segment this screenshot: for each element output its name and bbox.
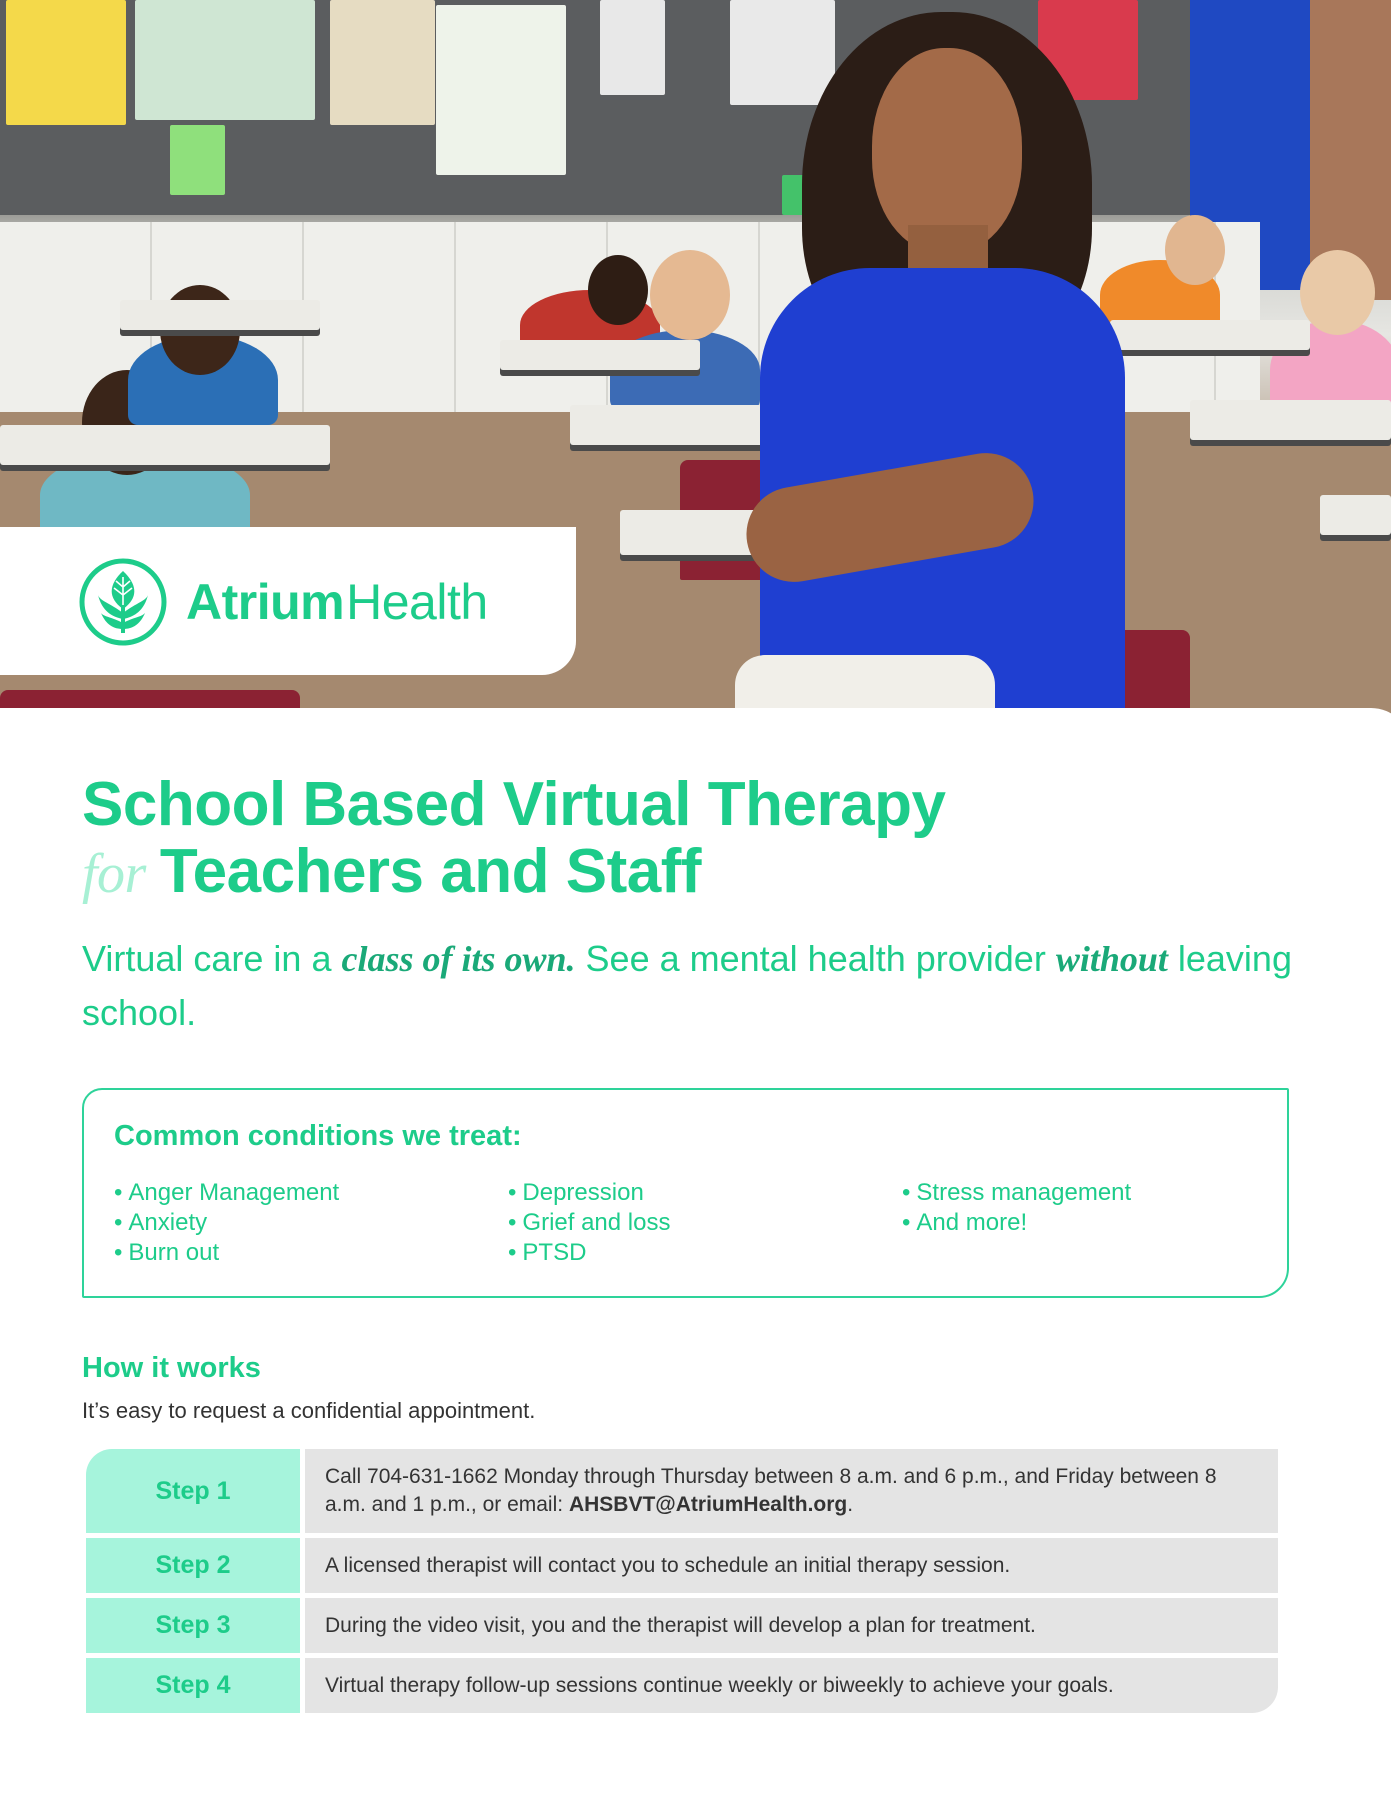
intro-part-2: See a mental health provider (575, 938, 1056, 979)
intro-part-1: Virtual care in a (82, 938, 342, 979)
step-row (86, 1449, 1278, 1533)
hero-bottom-edge (0, 708, 1391, 728)
desk (0, 425, 330, 465)
condition-item: • Stress management (902, 1178, 1131, 1208)
step-label: Step 4 (86, 1658, 300, 1713)
wall-poster (170, 125, 225, 195)
student-head (588, 255, 648, 325)
step-row (86, 1538, 1278, 1593)
conditions-column-3 (902, 1178, 1131, 1238)
student-head (1300, 250, 1375, 335)
condition-item: • Burn out (114, 1238, 339, 1268)
brand-name-light: Health (346, 574, 488, 630)
leaf-icon (78, 557, 168, 647)
step-row (86, 1598, 1278, 1653)
contact-email-link[interactable]: AHSBVT@AtriumHealth.org (568, 1493, 848, 1516)
title-for: for (82, 843, 146, 905)
wall-poster (730, 0, 835, 105)
title-line-2 (82, 838, 1322, 908)
intro-text (82, 932, 1322, 1040)
step-text (305, 1449, 1278, 1533)
teacher-face (872, 48, 1022, 253)
wall-poster (330, 0, 435, 125)
student-head (650, 250, 730, 340)
step-text: Virtual therapy follow-up sessions continue weekly or biweekly to achieve your goals. (305, 1658, 1278, 1713)
condition-item: • Anger Management (114, 1178, 339, 1208)
how-it-works-title: How it works (82, 1352, 261, 1384)
step-label: Step 3 (86, 1598, 300, 1653)
condition-item: • Depression (508, 1178, 670, 1208)
conditions-title: Common conditions we treat: (114, 1120, 522, 1152)
intro-emphasis-2: without (1055, 939, 1168, 979)
desk (500, 340, 700, 370)
step-text: During the video visit, you and the therapist will develop a plan for treatment. (305, 1598, 1278, 1653)
conditions-box (82, 1088, 1289, 1298)
step-row (86, 1658, 1278, 1713)
brand-name-bold: Atrium (186, 574, 345, 630)
how-it-works-subtitle: It’s easy to request a confidential appointment. (82, 1398, 536, 1423)
desk (1190, 400, 1391, 440)
logo-tab (0, 527, 576, 675)
conditions-column-1 (114, 1178, 339, 1268)
page-title (82, 772, 1322, 908)
condition-item: • Anxiety (114, 1208, 339, 1238)
wall-poster (135, 0, 315, 120)
intro-emphasis-1: class of its own. (341, 939, 576, 979)
step-1-text: Call 704-631-1662 Monday through Thursday between 8 a.m. and 6 p.m., and Friday between 8 a.m. and 1 p.m., or email: (325, 1465, 1217, 1516)
step-label: Step 1 (86, 1449, 300, 1533)
condition-item: • And more! (902, 1208, 1131, 1238)
desk (1110, 320, 1310, 350)
step-1-text-end: . (847, 1493, 854, 1516)
brand-name (186, 571, 488, 633)
step-label: Step 2 (86, 1538, 300, 1593)
title-audience: Teachers and Staff (159, 837, 701, 906)
wall-poster (6, 0, 126, 125)
desk (1320, 495, 1391, 535)
step-text: A licensed therapist will contact you to schedule an initial therapy session. (305, 1538, 1278, 1593)
conditions-column-2 (508, 1178, 670, 1268)
condition-item: • Grief and loss (508, 1208, 670, 1238)
student-head (1165, 215, 1225, 285)
intro-part-3: leaving school. (82, 938, 1292, 1033)
wall-poster (600, 0, 665, 95)
student-head (160, 285, 240, 375)
desk (120, 300, 320, 330)
wall-poster (436, 5, 566, 175)
condition-item: • PTSD (508, 1238, 670, 1268)
desk (570, 405, 790, 445)
title-line-1: School Based Virtual Therapy (82, 770, 946, 839)
